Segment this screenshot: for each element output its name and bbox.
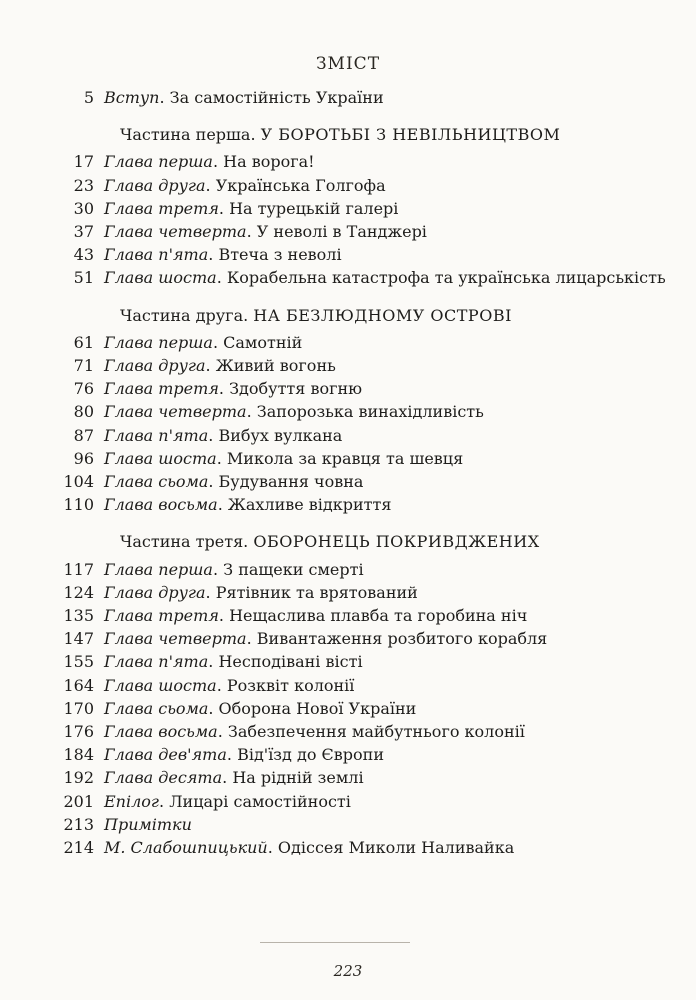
toc-entry-label: Глава третя [104, 606, 219, 625]
toc-page-number: 124 [63, 582, 94, 602]
toc-entry-text [104, 86, 384, 110]
toc-entry [0, 243, 696, 267]
toc-entry-label: М. Слабошпицький [104, 838, 268, 857]
toc-entry-title: . Будування човна [208, 472, 364, 491]
toc-entry-text [104, 243, 342, 267]
toc-entry-label: Вступ [104, 88, 160, 107]
toc-entry-label: Глава шоста [104, 268, 217, 288]
toc-entry-label: Глава восьма [104, 722, 218, 741]
toc-page-number: 17 [73, 152, 94, 172]
toc-entry [0, 558, 696, 582]
toc-entry-text [104, 470, 363, 494]
toc-entry-text [104, 790, 351, 814]
toc-entry-title: . На турецькій галері [218, 198, 399, 218]
toc-entry [0, 813, 696, 837]
toc-page-number: 201 [63, 791, 94, 811]
toc-entry-title: . Втеча з неволі [208, 245, 342, 265]
toc-entry [0, 174, 696, 198]
toc-entry-label: Глава четверта [104, 402, 247, 422]
page-title: ЗМІСТ [315, 54, 381, 74]
toc-entry-text [104, 604, 527, 628]
toc-entry-text [104, 558, 364, 582]
toc-entry [0, 650, 696, 674]
toc-entry-title: . Живий вогонь [205, 356, 336, 375]
toc-entry [0, 197, 696, 221]
toc-entry-label: Глава дев'ята [104, 745, 227, 765]
toc-page-number: 37 [73, 222, 94, 241]
toc-page-number: 147 [63, 629, 94, 649]
part-title: У БОРОТЬБІ З НЕВІЛЬНИЦТВОМ [260, 125, 561, 145]
toc-page-number: 51 [73, 268, 94, 288]
part-label: Частина друга. [120, 305, 254, 325]
toc-entry-text [104, 674, 354, 698]
toc-entry [0, 150, 696, 174]
toc-page-number: 135 [63, 606, 94, 625]
toc-page-number: 176 [63, 722, 94, 741]
toc-entry-text [104, 766, 364, 790]
toc-entry-label: Глава п'ята [104, 652, 209, 672]
toc-entry [0, 266, 696, 290]
toc-entry-text [104, 220, 427, 244]
toc-entry-title: . Жахливе відкриття [217, 495, 392, 515]
toc-entry-title: . Оборона Нової України [208, 698, 417, 718]
toc-entry-text [104, 581, 418, 605]
toc-entry-text [104, 424, 342, 448]
toc-entry-text [104, 174, 386, 198]
toc-entry [0, 86, 696, 110]
toc-entry-title: . Лицарі самостійності [159, 791, 351, 811]
toc-entry-title: . Нещаслива плавба та горобина ніч [218, 606, 528, 625]
toc-entry-text [104, 400, 484, 424]
toc-entry-text [104, 331, 302, 355]
toc-entry-label: Глава десята [104, 768, 223, 788]
toc-page-number: 61 [73, 332, 94, 352]
toc-page-number: 30 [73, 198, 94, 218]
part-title: НА БЕЗЛЮДНОМУ ОСТРОВІ [253, 305, 512, 325]
toc-entry [0, 743, 696, 767]
toc-entry-label: Глава четверта [104, 222, 247, 241]
toc-entry [0, 627, 696, 651]
toc-entry-text [104, 377, 362, 401]
toc-entry-label: Глава друга [104, 582, 206, 602]
toc-entry [0, 766, 696, 790]
part-heading [120, 304, 512, 328]
part-heading [120, 530, 540, 554]
toc-entry-label: Глава третя [104, 198, 219, 218]
toc-page-number: 192 [63, 768, 94, 788]
toc-entry [0, 790, 696, 814]
toc-entry-text [104, 743, 384, 767]
toc-entry-title: . Розквіт колонії [216, 675, 355, 695]
toc-entry-label: Глава перша [104, 332, 213, 352]
toc-entry-title: . Вивантаження розбитого корабля [246, 629, 548, 649]
toc-entry-title: . Самотній [212, 332, 303, 352]
toc-entry-label: Глава шоста [104, 448, 217, 468]
toc-page-number: 76 [73, 379, 94, 399]
toc-page-number: 104 [63, 472, 94, 491]
toc-page-number: 110 [63, 495, 94, 515]
part-heading [120, 123, 560, 147]
toc-entry [0, 354, 696, 378]
toc-entry [0, 470, 696, 494]
toc-entry-text [104, 266, 666, 290]
toc-entry-title: . Вибух вулкана [208, 425, 343, 445]
toc-entry-label: Глава четверта [104, 629, 247, 649]
toc-entry [0, 697, 696, 721]
toc-entry-title: . Рятівник та врятований [205, 582, 418, 602]
toc-entry-label: Глава друга [104, 175, 206, 195]
toc-entry-text [104, 836, 514, 860]
toc-page-number: 155 [63, 652, 94, 672]
toc-page-number: 164 [63, 675, 94, 695]
toc-entry [0, 424, 696, 448]
toc-page-number: 170 [63, 698, 94, 718]
toc-entry-text [104, 813, 192, 837]
toc-entry [0, 331, 696, 355]
toc-entry-title: . Одіссея Миколи Наливайка [267, 838, 515, 857]
toc-entry-label: Глава третя [104, 379, 219, 399]
toc-page-number: 96 [73, 448, 94, 468]
toc-entry-text [104, 150, 315, 174]
toc-entry-text [104, 354, 336, 378]
toc-page-number: 213 [63, 814, 94, 834]
toc-entry-label: Глава друга [104, 356, 206, 375]
toc-entry-title: . Здобуття вогню [218, 379, 363, 399]
toc-entry [0, 836, 696, 860]
toc-entry [0, 581, 696, 605]
toc-entry-title: . На ворога! [212, 152, 315, 172]
toc-entry-title: . Від'їзд до Європи [226, 745, 384, 765]
toc-entry-label: Глава перша [104, 152, 213, 172]
toc-entry-title: . Українська Голгофа [205, 175, 386, 195]
toc-entry [0, 493, 696, 517]
toc-page-number: 43 [73, 245, 94, 265]
toc-entry [0, 377, 696, 401]
toc-entry-text [104, 447, 463, 471]
toc-entry-title: . Несподівані вісті [208, 652, 363, 672]
toc-entry [0, 604, 696, 628]
toc-page-number: 214 [63, 838, 94, 857]
toc-entry-text [104, 697, 416, 721]
toc-entry-title: . Корабельна катастрофа та українська лицарськість [216, 268, 666, 288]
toc-entry-title: . За самостійність України [159, 88, 384, 107]
toc-entry [0, 220, 696, 244]
toc-page-number: 184 [63, 745, 94, 765]
toc-entry-title: . Микола за кравця та шевця [216, 448, 464, 468]
toc-entry-label: Епілог [104, 791, 160, 811]
part-label: Частина перша. [120, 125, 261, 145]
toc-entry-title: . На рідній землі [222, 768, 364, 788]
part-label: Частина третя. [120, 532, 254, 552]
toc-entry-label: Глава восьма [104, 495, 218, 515]
toc-page-number: 117 [63, 559, 94, 579]
toc-entry-title: . Запорозька винахідливість [246, 402, 484, 422]
toc-entry-label: Глава п'ята [104, 425, 209, 445]
toc-entry-text [104, 627, 547, 651]
toc-page-number: 71 [73, 356, 94, 375]
toc-page-number: 23 [73, 175, 94, 195]
footer-divider [260, 942, 410, 943]
toc-entry-text [104, 650, 363, 674]
page-number: 223 [333, 962, 363, 980]
part-title: ОБОРОНЕЦЬ ПОКРИВДЖЕНИХ [253, 532, 540, 552]
toc-page-number: 5 [83, 88, 94, 107]
toc-entry-text [104, 493, 391, 517]
toc-entry-text [104, 197, 398, 221]
toc-entry [0, 400, 696, 424]
toc-entry-title: . У неволі в Танджері [246, 222, 427, 241]
toc-entry-title: . З пащеки смерті [212, 559, 364, 579]
toc-page-number: 87 [73, 425, 94, 445]
toc-entry [0, 720, 696, 744]
toc-entry-label: Примітки [104, 814, 192, 834]
toc-page-number: 80 [73, 402, 94, 422]
toc-entry [0, 674, 696, 698]
toc-entry-title: . Забезпечення майбутнього колонії [217, 722, 525, 741]
toc-entry [0, 447, 696, 471]
toc-entry-label: Глава сьома [104, 472, 209, 491]
toc-entry-label: Глава шоста [104, 675, 217, 695]
toc-entry-label: Глава п'ята [104, 245, 209, 265]
toc-entry-label: Глава сьома [104, 698, 209, 718]
toc-entry-label: Глава перша [104, 559, 213, 579]
toc-entry-text [104, 720, 525, 744]
